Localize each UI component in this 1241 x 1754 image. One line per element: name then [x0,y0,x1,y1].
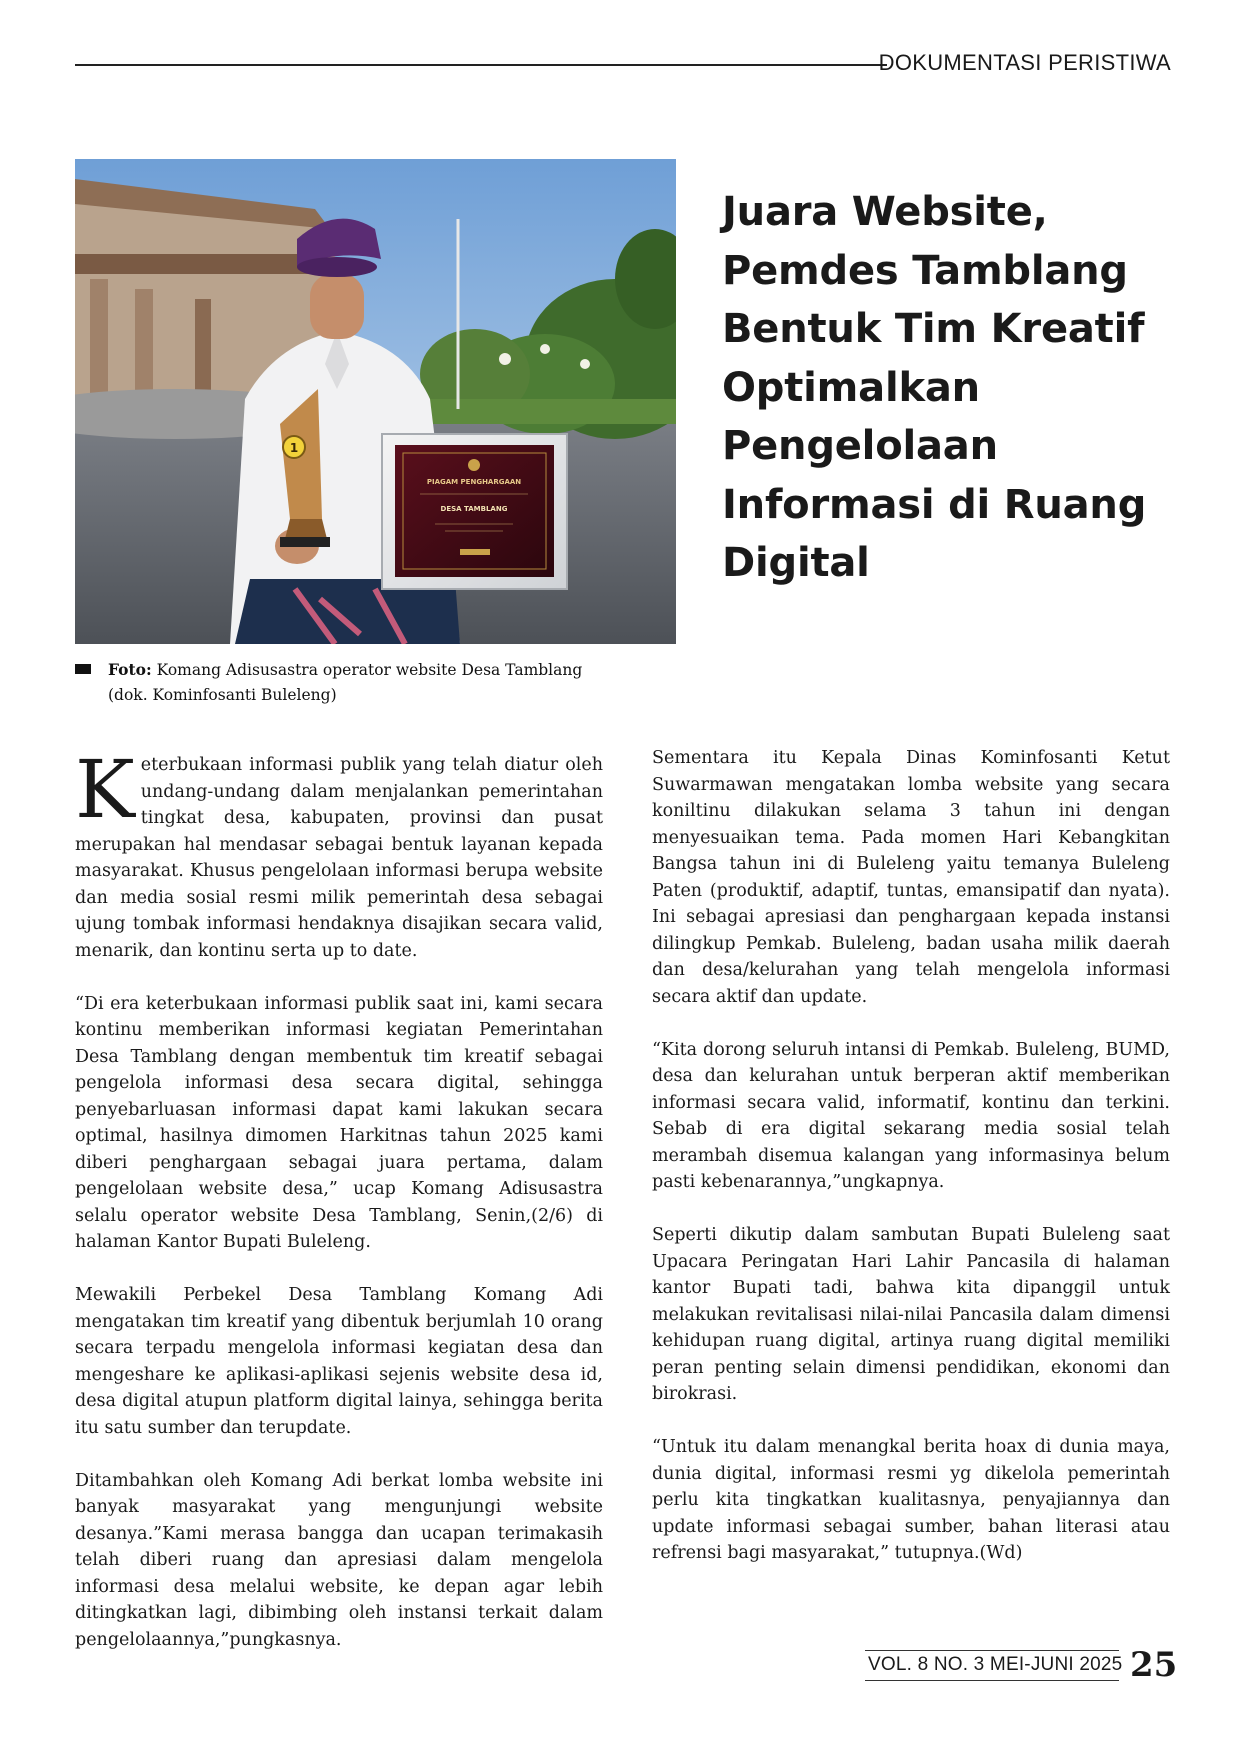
section-label: DOKUMENTASI PERISTIWA [878,50,1171,75]
article-photo [75,159,676,644]
paragraph: Ditambahkan oleh Komang Adi berkat lomba website ini banyak masyarakat yang mengunjungi website desanya.”Kami merasa bangga dan ucapan terimakasih telah diberi ruang dan apresiasi dalam mengelola informasi desa melalui website, ke depan agar lebih ditingkatkan lagi, dibimbing oleh instansi terkait dalam pengelolaannya,”pungkasnya. [75,1470,603,1650]
certificate-heading: PIAGAM PENGHARGAAN [426,478,522,486]
caption-prefix: Foto: [108,660,152,679]
article-column-right [652,745,1170,1593]
paragraph: Sementara itu Kepala Dinas Kominfosanti Ketut Suwarmawan mengatakan lomba website yang secara koniltinu dilakukan selama 3 tahun ini dengan menyesuaikan tema. Pada momen Hari Kebangkitan Bangsa tahun ini di Buleleng yaitu temanya Buleleng Paten (produktif, adaptif, tuntas, emansipatif dan nyata). Ini sebagai apresiasi dan penghargaan kepada instansi dilingkup Pemkab. Buleleng, badan usaha milik daerah dan desa/kelurahan yang telah mengelola informasi secara aktif dan update. [652,748,1170,1007]
footer-rule-top [865,1650,1119,1651]
trophy-rank-label: 1 [289,441,299,455]
paragraph: Keterbukaan informasi publik yang telah diatur oleh undang-undang dalam menjalankan pemerintahan tingkat desa, kabupaten, provinsi dan pusat merupakan hal mendasar sebagai bentuk layanan kepada masyarakat. Khusus pengelolaan informasi berupa website dan media sosial resmi milik pemerintah desa sebagai ujung tombak informasi hendaknya disajikan secara valid, menarik, dan kontinu serta up to date. [75,743,603,961]
caption-line-1: Komang Adisusastra operator website Desa Tamblang [156,661,583,679]
footer-rule-bottom [865,1680,1119,1681]
caption-marker [75,664,91,674]
drop-cap: K [75,743,135,836]
article-column-left [75,743,603,1680]
article-title: Juara Website, Pemdes Tamblang Bentuk Tim Kreatif Optimalkan Pengelolaan Informasi di Ruang Digital [722,189,1147,586]
page-number: 25 [1130,1645,1178,1685]
paragraph: Mewakili Perbekel Desa Tamblang Komang Adi mengatakan tim kreatif yang dibentuk berjumlah 10 orang secara terpadu mengelola informasi kegiatan desa dan mengeshare ke aplikasi-aplikasi sejenis website desa id, desa digital atupun platform digital lainya, sehingga berita itu satu sumber dan terupdate. [75,1285,603,1438]
paragraph: “Kita dorong seluruh intansi di Pemkab. Buleleng, BUMD, desa dan kelurahan untuk berperan aktif memberikan informasi secara valid, informatif, kontinu dan terkini. Sebab di era digital sekarang media sosial telah merambah disemua kalangan yang informasinya belum pasti kebenarannya,”ungkapnya. [652,1039,1170,1192]
photo-caption [108,657,628,708]
caption-line-2: (dok. Kominfosanti Buleleng) [108,686,337,704]
header-rule [75,64,887,66]
certificate-name: DESA TAMBLANG [440,505,508,513]
paragraph: “Di era keterbukaan informasi publik saat ini, kami secara kontinu memberikan informasi kegiatan Pemerintahan Desa Tamblang dengan membentuk tim kreatif sebagai pengelola informasi desa secara digital, sehingga penyebarluasan informasi dapat kami lakukan secara optimal, hasilnya dimomen Harkitnas tahun 2025 kami diberi penghargaan sebagai juara pertama, dalam pengelolaan website desa,” ucap Komang Adisusastra selalu operator website Desa Tamblang, Senin,(2/6) di halaman Kantor Bupati Buleleng. [75,993,603,1252]
issue-info: VOL. 8 NO. 3 MEI-JUNI 2025 [868,1654,1123,1675]
paragraph: Seperti dikutip dalam sambutan Bupati Buleleng saat Upacara Peringatan Hari Lahir Pancasila di halaman kantor Bupati tadi, bahwa kita dipanggil untuk melakukan revitalisasi nilai-nilai Pancasila dalam dimensi kehidupan ruang digital, artinya ruang digital memiliki peran penting selain dimensi pendidikan, ekonomi dan birokrasi. [652,1225,1170,1404]
paragraph: “Untuk itu dalam menangkal berita hoax di dunia maya, dunia digital, informasi resmi yg dikelola pemerintah perlu kita tingkatkan kualitasnya, penyajiannya dan update informasi sebagai sumber, bahan literasi atau refrensi bagi masyarakat,” tutupnya.(Wd) [652,1437,1170,1563]
